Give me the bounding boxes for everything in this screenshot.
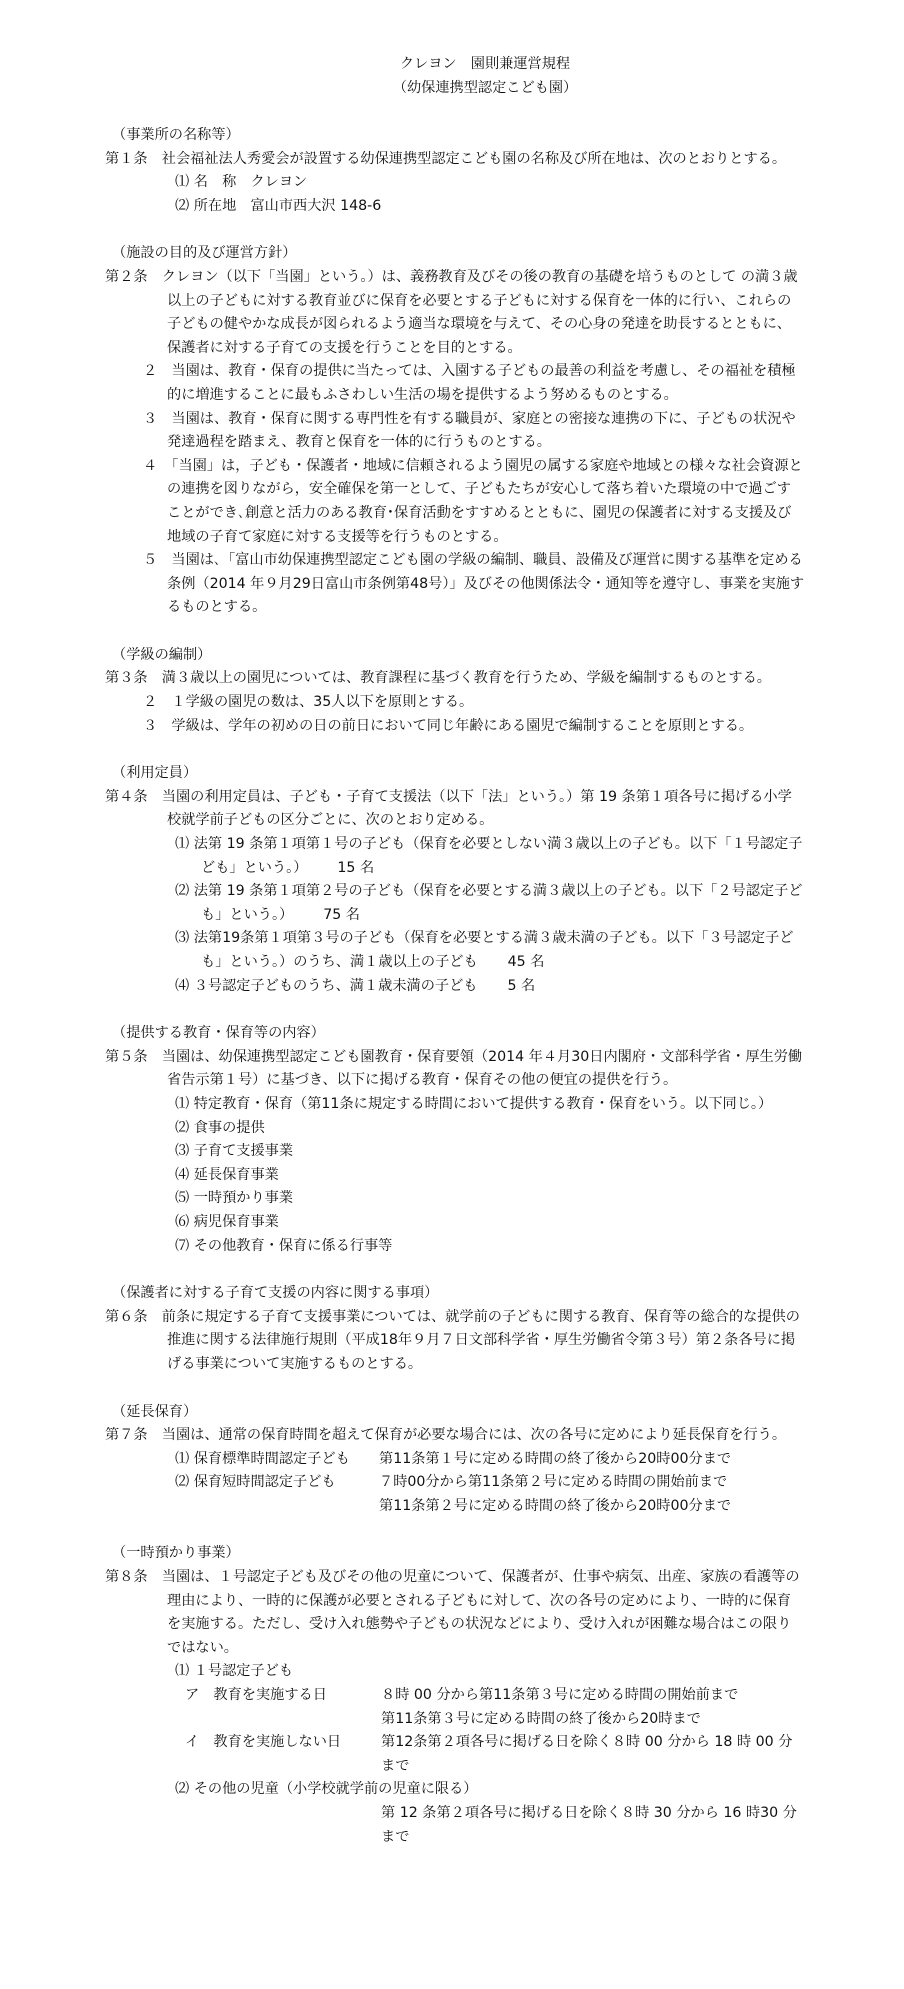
- list-item: [105, 833, 805, 880]
- list-item: ⑵ その他の児童（小学校就学前の児童に限る）: [175, 1781, 478, 1798]
- capacity-count: 5 名: [507, 977, 536, 994]
- list-item: ⑶ 子育て支援事業: [175, 1143, 294, 1160]
- section-heading: （施設の目的及び運営方針）: [112, 245, 297, 262]
- row-label: ⑵ 保育短時間認定子ども: [175, 1474, 336, 1491]
- row-value: ８時 00 分から第11条第３号に定める時間の開始前まで: [381, 1687, 739, 1704]
- section-heading: （利用定員）: [112, 765, 198, 782]
- article-6: 第６条 前条に規定する子育て支援事業については、就学前の子どもに関する教育、保育等の総合的な提供の推進に関する法律施行規則（平成18年９月７日文部科学省・厚生労働省令第３号）第２条各号に掲げる事業について実施するものとする。: [105, 1308, 800, 1372]
- capacity-count: 75 名: [323, 906, 360, 923]
- row-label: ⑴ 保育標準時間認定子ども: [175, 1450, 350, 1467]
- article-3: 第３条 満３歳以上の園児については、教育課程に基づく教育を行うため、学級を編制するものとする。: [105, 670, 771, 687]
- section-heading: （学級の編制）: [112, 646, 212, 663]
- list-item-text: ⑴ 法第 19 条第１項第１号の子ども（保育を必要としない満３歳以上の子ども。以下「１号認定子ども」という。）: [175, 836, 803, 876]
- paragraph: ３ 当園は、教育・保育に関する専門性を有する職員が、家庭との密接な連携の下に、子どもの状況や発達過程を踏まえ、教育と保育を一体的に行うものとする。: [143, 410, 796, 451]
- list-item: ⑸ 一時預かり事業: [175, 1190, 294, 1207]
- list-item: ⑵ 食事の提供: [175, 1119, 265, 1136]
- list-item: ⑴ 特定教育・保育（第11条に規定する時間において提供する教育・保育をいう。以下同じ。）: [175, 1095, 773, 1112]
- list-item: [105, 1471, 805, 1518]
- row-value: ７時00分から第11条第２号に定める時間の開始前まで: [379, 1474, 728, 1491]
- section-heading: （一時預かり事業）: [112, 1545, 240, 1562]
- paragraph: ４ 「当園」は，子ども・保護者・地域に信頼されるよう園児の属する家庭や地域との様々な社会資源との連携を図りながら，安全確保を第一として、子どもたちが安心して落ち着いた環境の中で過ごすことができ､創意と活力のある教育･保育活動をすすめるとともに、園児の保護者に対する支援及び地域の子育て家庭に対する支援等を行うものとする。: [143, 457, 803, 545]
- section-heading: （保護者に対する子育て支援の内容に関する事項）: [112, 1285, 439, 1302]
- list-item: ⑴ 名 称 クレヨン: [175, 174, 308, 191]
- list-item: [105, 927, 805, 974]
- list-item-text: ⑶ 法第19条第１項第３号の子ども（保育を必要とする満３歳未満の子ども。以下「３号認定子ども」という。）のうち、満１歳以上の子ども: [175, 930, 794, 970]
- list-item: [105, 1448, 805, 1472]
- paragraph: ２ １学級の園児の数は、35人以下を原則とする。: [143, 694, 474, 711]
- sub-list-item: [105, 1731, 805, 1778]
- article-1: 第１条 社会福祉法人秀愛会が設置する幼保連携型認定こども園の名称及び所在地は、次のとおりとする。: [105, 150, 787, 167]
- list-item: [105, 880, 805, 927]
- list-item-text: ⑵ 法第 19 条第１項第２号の子ども（保育を必要とする満３歳以上の子ども。以下「２号認定子ども」という。）: [175, 883, 803, 923]
- article-2: 第２条 クレヨン（以下「当園」という。）は、義務教育及びその後の教育の基礎を培うものとして の満３歳以上の子どもに対する教育並びに保育を必要とする子どもに対する保育を一体的に行い、これらの子どもの健やかな成長が図られるよう適当な環境を与えて、その心身の発達を助長するとともに、保護者に対する子育ての支援を行うことを目的とする。: [105, 268, 798, 356]
- list-item-text: ⑷ ３号認定子どものうち、満１歳未満の子ども: [175, 977, 478, 994]
- row-label: ア 教育を実施する日: [185, 1687, 327, 1704]
- list-item: ⑵ 所在地 富山市西大沢 148-6: [175, 197, 382, 214]
- list-item: ⑴ １号認定子ども: [175, 1663, 294, 1680]
- section-heading: （提供する教育・保育等の内容）: [112, 1025, 325, 1042]
- list-item: ⑺ その他教育・保育に係る行事等: [175, 1237, 393, 1254]
- article-4: 第４条 当園の利用定員は、子ども・子育て支援法（以下「法」という。）第 19 条第１項各号に掲げる小学校就学前子どもの区分ごとに、次のとおり定める。: [105, 788, 792, 829]
- article-8: 第８条 当園は、１号認定子ども及びその他の児童について、保護者が、仕事や病気、出産、家族の看護等の理由により、一時的に保護が必要とされる子どもに対して、次の各号の定めにより、一時的に保育を実施する。ただし、受け入れ態勢や子どもの状況などにより、受け入れが困難な場合はこの限りではない。: [105, 1569, 800, 1656]
- list-item: ⑷ 延長保育事業: [175, 1166, 279, 1183]
- article-5: 第５条 当園は、幼保連携型認定こども園教育・保育要領（2014 年４月30日内閣府・文部科学省・厚生労働省告示第１号）に基づき、以下に掲げる教育・保育その他の便宜の提供を行う。: [105, 1048, 803, 1089]
- paragraph: ５ 当園は､「富山市幼保連携型認定こども園の学級の編制、職員、設備及び運営に関する基準を定める条例（2014 年９月29日富山市条例第48号）」及びその他関係法令・通知等を遵守し、事業を実施するものとする。: [143, 552, 805, 616]
- article-7: 第７条 当園は、通常の保育時間を超えて保育が必要な場合には、次の各号に定めにより延長保育を行う。: [105, 1427, 787, 1444]
- row-label: イ 教育を実施しない日: [185, 1734, 342, 1751]
- document-subtitle: （幼保連携型認定こども園）: [392, 80, 578, 96]
- document-title: クレヨン 園則兼運営規程: [399, 56, 571, 72]
- paragraph: ３ 学級は、学年の初めの日の前日において同じ年齢にある園児で編制することを原則とする。: [143, 717, 754, 734]
- list-item: [105, 975, 805, 999]
- capacity-count: 15 名: [337, 859, 375, 876]
- document: [105, 52, 805, 1849]
- list-item: ⑹ 病児保育事業: [175, 1213, 279, 1230]
- row-value: 第11条第２号に定める時間の終了後から20時00分まで: [379, 1497, 732, 1514]
- sub-list-item: [105, 1684, 805, 1731]
- section-heading: （延長保育）: [112, 1403, 198, 1420]
- row-value: 第11条第３号に定める時間の終了後から20時まで: [381, 1710, 701, 1727]
- capacity-count: 45 名: [507, 954, 545, 970]
- paragraph: ２ 当園は、教育・保育の提供に当たっては、入園する子どもの最善の利益を考慮し、その福祉を積極的に増進することに最もふさわしい生活の場を提供するよう努めるものとする。: [143, 363, 796, 403]
- row-value: 第11条第１号に定める時間の終了後から20時00分まで: [379, 1450, 732, 1467]
- row-value: 第 12 条第２項各号に掲げる日を除く８時 30 分から 16 時30 分まで: [381, 1805, 797, 1845]
- section-heading: （事業所の名称等）: [112, 127, 240, 143]
- row-value: 第12条第２項各号に掲げる日を除く８時 00 分から 18 時 00 分まで: [381, 1734, 793, 1774]
